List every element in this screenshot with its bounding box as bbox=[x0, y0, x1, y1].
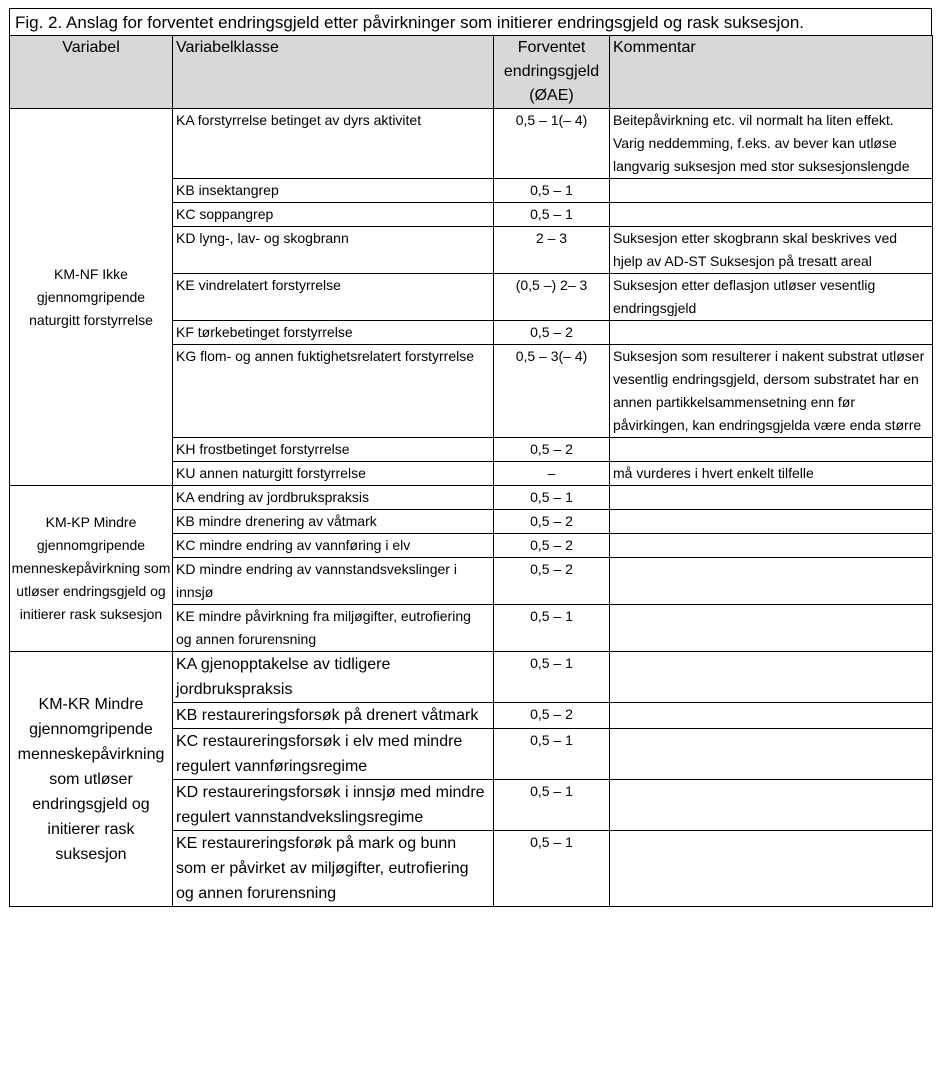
kommentar-cell bbox=[610, 534, 933, 558]
kommentar-cell bbox=[610, 729, 933, 780]
forventet-endringsgjeld-cell: 0,5 – 1 bbox=[494, 203, 610, 227]
kommentar-cell bbox=[610, 203, 933, 227]
kommentar-cell bbox=[610, 179, 933, 203]
variabelklasse-cell: KH frostbetinget forstyrrelse bbox=[173, 438, 494, 462]
variabelklasse-cell: KA forstyrrelse betinget av dyrs aktivitet bbox=[173, 109, 494, 179]
variabelklasse-cell: KD mindre endring av vannstandsvekslinger i innsjø bbox=[173, 558, 494, 605]
figure-caption: Fig. 2. Anslag for forventet endringsgjeld etter påvirkninger som initierer endringsgjeld og rask suksesjon. bbox=[9, 8, 932, 35]
forventet-endringsgjeld-cell: 0,5 – 2 bbox=[494, 558, 610, 605]
variabel-cell bbox=[10, 652, 173, 907]
variabel-label: KM-KP Mindre gjennomgripende menneskepåvirkning som utløser endringsgjeld og initierer rask suksesjon bbox=[11, 514, 171, 622]
kommentar-cell bbox=[610, 703, 933, 729]
header-kommentar: Kommentar bbox=[610, 36, 933, 109]
variabelklasse-cell: KE mindre påvirkning fra miljøgifter, eutrofiering og annen forurensning bbox=[173, 605, 494, 652]
forventet-endringsgjeld-cell: 0,5 – 1 bbox=[494, 831, 610, 907]
variabel-label: KM-NF Ikke gjennomgripende naturgitt forstyrrelse bbox=[29, 265, 153, 328]
forventet-endringsgjeld-cell: 0,5 – 1 bbox=[494, 486, 610, 510]
variabelklasse-cell: KU annen naturgitt forstyrrelse bbox=[173, 462, 494, 486]
forventet-endringsgjeld-cell: 0,5 – 2 bbox=[494, 438, 610, 462]
kommentar-cell bbox=[610, 321, 933, 345]
variabel-cell bbox=[10, 486, 173, 652]
header-variabelklasse: Variabelklasse bbox=[173, 36, 494, 109]
variabelklasse-cell: KF tørkebetinget forstyrrelse bbox=[173, 321, 494, 345]
kommentar-cell bbox=[610, 486, 933, 510]
forventet-endringsgjeld-cell: 0,5 – 1 bbox=[494, 780, 610, 831]
variabelklasse-cell: KG flom- og annen fuktighetsrelatert forstyrrelse bbox=[173, 345, 494, 438]
variabelklasse-cell: KE vindrelatert forstyrrelse bbox=[173, 274, 494, 321]
variabelklasse-cell: KC soppangrep bbox=[173, 203, 494, 227]
forventet-endringsgjeld-cell: 0,5 – 1 bbox=[494, 729, 610, 780]
kommentar-cell bbox=[610, 780, 933, 831]
header-forventet-endringsgjeld: Forventet endringsgjeld (ØAE) bbox=[494, 36, 610, 109]
header-row bbox=[10, 36, 933, 109]
variabelklasse-cell: KE restaureringsforøk på mark og bunn som er påvirket av miljøgifter, eutrofiering og annen forurensning bbox=[173, 831, 494, 907]
forventet-endringsgjeld-cell: 0,5 – 2 bbox=[494, 703, 610, 729]
variabelklasse-cell: KD lyng-, lav- og skogbrann bbox=[173, 227, 494, 274]
kommentar-cell: Suksesjon etter deflasjon utløser vesentlig endringsgjeld bbox=[610, 274, 933, 321]
forventet-endringsgjeld-cell: 0,5 – 1 bbox=[494, 179, 610, 203]
forventet-endringsgjeld-cell: – bbox=[494, 462, 610, 486]
variabelklasse-cell: KA endring av jordbrukspraksis bbox=[173, 486, 494, 510]
kommentar-cell bbox=[610, 438, 933, 462]
forventet-endringsgjeld-cell: 0,5 – 1(– 4) bbox=[494, 109, 610, 179]
forventet-endringsgjeld-cell: 0,5 – 3(– 4) bbox=[494, 345, 610, 438]
kommentar-cell: Beitepåvirkning etc. vil normalt ha liten effekt. Varig neddemming, f.eks. av bever kan utløse langvarig suksesjon med stor suksesjonslengde bbox=[610, 109, 933, 179]
variabelklasse-cell: KC restaureringsforsøk i elv med mindre regulert vannføringsregime bbox=[173, 729, 494, 780]
endringsgjeld-table bbox=[9, 35, 933, 907]
kommentar-cell bbox=[610, 652, 933, 703]
table-row bbox=[10, 486, 933, 510]
kommentar-cell bbox=[610, 558, 933, 605]
document bbox=[9, 8, 932, 907]
kommentar-cell: Suksesjon etter skogbrann skal beskrives ved hjelp av AD-ST Suksesjon på tresatt areal bbox=[610, 227, 933, 274]
forventet-endringsgjeld-cell: 2 – 3 bbox=[494, 227, 610, 274]
table-row bbox=[10, 652, 933, 703]
forventet-endringsgjeld-cell: 0,5 – 2 bbox=[494, 534, 610, 558]
variabelklasse-cell: KB restaureringsforsøk på drenert våtmark bbox=[173, 703, 494, 729]
variabel-cell bbox=[10, 109, 173, 486]
header-variabel: Variabel bbox=[10, 36, 173, 109]
variabel-label: KM-KR Mindre gjennomgripende menneskepåvirkning som utløser endringsgjeld og initierer rask suksesjon bbox=[17, 695, 165, 863]
variabelklasse-cell: KD restaureringsforsøk i innsjø med mindre regulert vannstandvekslingsregime bbox=[173, 780, 494, 831]
kommentar-cell bbox=[610, 831, 933, 907]
forventet-endringsgjeld-cell: 0,5 – 1 bbox=[494, 652, 610, 703]
forventet-endringsgjeld-cell: 0,5 – 2 bbox=[494, 321, 610, 345]
kommentar-cell: må vurderes i hvert enkelt tilfelle bbox=[610, 462, 933, 486]
kommentar-cell: Suksesjon som resulterer i nakent substrat utløser vesentlig endringsgjeld, dersom substratet har en annen partikkelsammensetning enn før påvirkingen, kan endringsgjelda være enda større bbox=[610, 345, 933, 438]
kommentar-cell bbox=[610, 605, 933, 652]
forventet-endringsgjeld-cell: (0,5 –) 2– 3 bbox=[494, 274, 610, 321]
variabelklasse-cell: KC mindre endring av vannføring i elv bbox=[173, 534, 494, 558]
kommentar-cell bbox=[610, 510, 933, 534]
table-row bbox=[10, 109, 933, 179]
variabelklasse-cell: KB mindre drenering av våtmark bbox=[173, 510, 494, 534]
forventet-endringsgjeld-cell: 0,5 – 1 bbox=[494, 605, 610, 652]
table-body bbox=[10, 109, 933, 907]
forventet-endringsgjeld-cell: 0,5 – 2 bbox=[494, 510, 610, 534]
variabelklasse-cell: KA gjenopptakelse av tidligere jordbrukspraksis bbox=[173, 652, 494, 703]
variabelklasse-cell: KB insektangrep bbox=[173, 179, 494, 203]
